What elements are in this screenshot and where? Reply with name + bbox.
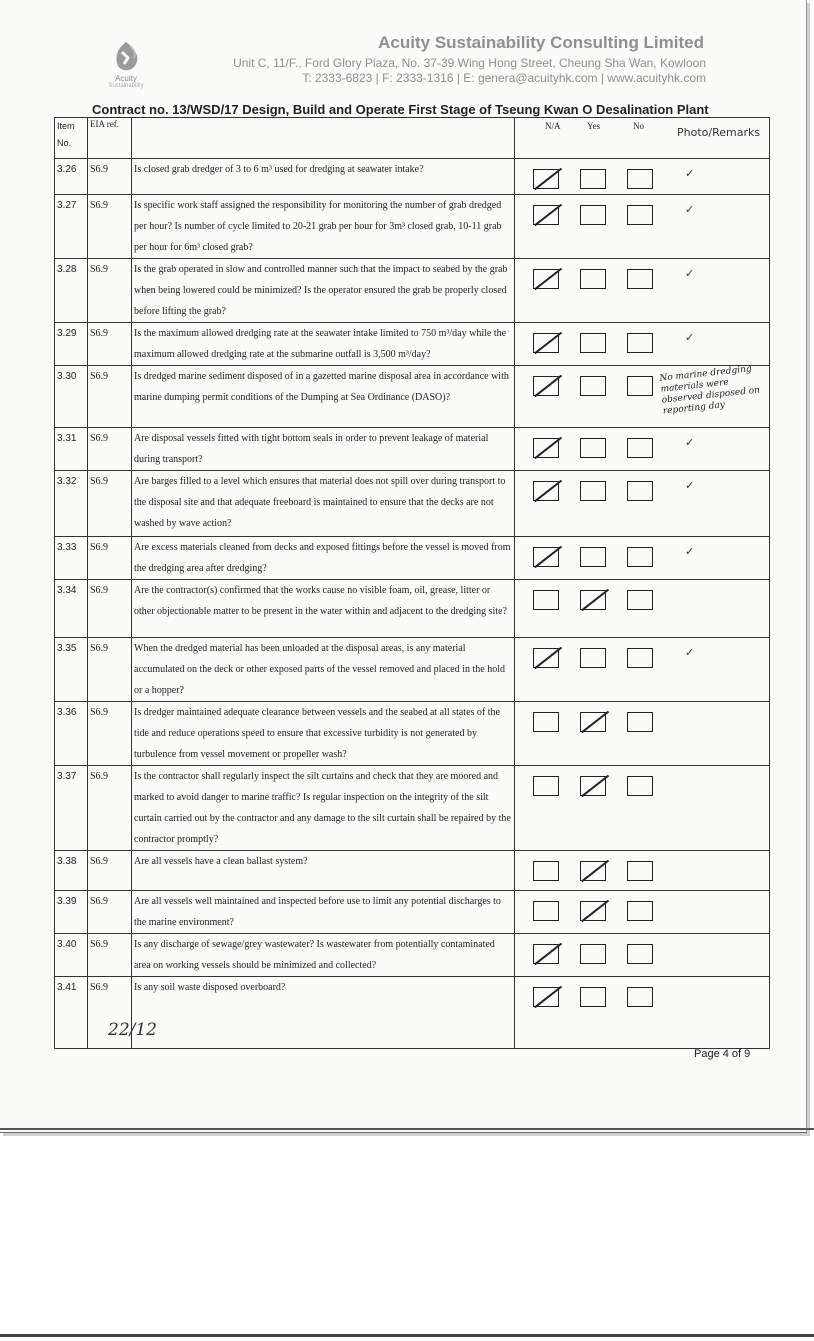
checkbox-no[interactable] [627,269,653,289]
checkbox-na[interactable] [533,269,559,289]
table-row [55,323,770,366]
company-address: Unit C, 11/F., Ford Glory Plaza, No. 37-39 Wing Hong Street, Cheung Sha Wan, Kowloon [233,56,706,70]
answer-checkboxes [533,648,674,668]
answer-cell [515,702,770,766]
signature-date: 22/12 [108,1020,157,1040]
answer-checkboxes [533,547,674,567]
item-number: 3.40 [55,934,88,977]
answer-cell [515,977,770,1049]
checkbox-na[interactable] [533,376,559,396]
tick-mark: ✓ [685,436,695,449]
table-row [55,977,770,1049]
checkbox-na[interactable] [533,547,559,567]
checklist-question: Is the contractor shall regularly inspect the silt curtains and check that they are moored and marked to avoid danger to marine traffic? Is regular inspection on the integrity of the silt curtain carried out by the contractor and any damage to the silt curtain shall be repaired by the contractor promptly? [132,766,515,851]
checkbox-yes[interactable] [580,776,606,796]
answer-checkboxes [533,205,674,225]
checkbox-no[interactable] [627,590,653,610]
tick-mark: ✓ [685,267,695,280]
answer-checkboxes [533,269,674,289]
item-number: 3.27 [55,195,88,259]
checkbox-no[interactable] [627,901,653,921]
table-row [55,428,770,471]
item-number: 3.39 [55,891,88,934]
checkbox-no[interactable] [627,861,653,881]
header-eia-ref: EIA ref. [88,118,132,159]
checkbox-no[interactable] [627,987,653,1007]
table-row [55,580,770,638]
eia-reference: S6.9 [88,471,132,537]
answer-cell [515,259,770,323]
page-number: Page 4 of 9 [694,1048,751,1060]
header-no: No [633,121,644,131]
answer-cell [515,580,770,638]
checkbox-yes[interactable] [580,169,606,189]
eia-reference: S6.9 [88,891,132,934]
checklist-question: Is dredger maintained adequate clearance between vessels and the seabed at all states of the tide and reduce operations speed to ensure that excessive turbidity is not generated by turbulence from vessel movement or propeller wash? [132,702,515,766]
scan-edge [0,1128,814,1130]
logo-icon [108,38,144,74]
checkbox-yes[interactable] [580,269,606,289]
table-row [55,851,770,891]
company-contact: T: 2333-6823 | F: 2333-1316 | E: genera@acuityhk.com | www.acuityhk.com [302,71,706,85]
checkbox-yes[interactable] [580,944,606,964]
checklist-question: Are disposal vessels fitted with tight bottom seals in order to prevent leakage of material during transport? [132,428,515,471]
eia-reference: S6.9 [88,428,132,471]
answer-cell [515,471,770,537]
answer-checkboxes [533,333,674,353]
tick-mark: ✓ [685,545,695,558]
eia-reference: S6.9 [88,977,132,1049]
checkbox-na[interactable] [533,438,559,458]
checklist-question: Is specific work staff assigned the responsibility for monitoring the number of grab dredged per hour? Is number of cycle limited to 20-21 grab per hour for 3m³ closed grab, 10-11 grab per hour for 6m³ closed grab? [132,195,515,259]
table-row [55,159,770,195]
checkbox-na[interactable] [533,987,559,1007]
tick-mark: ✓ [685,646,695,659]
tick-mark: ✓ [685,167,695,180]
checkbox-na[interactable] [533,481,559,501]
logo-subtext: Sustainability [108,83,144,89]
item-number: 3.31 [55,428,88,471]
item-number: 3.33 [55,537,88,580]
table-row [55,766,770,851]
checkbox-na[interactable] [533,776,559,796]
item-number: 3.28 [55,259,88,323]
table-row [55,195,770,259]
checkbox-no[interactable] [627,712,653,732]
checklist-question: Is closed grab dredger of 3 to 6 m³ used for dredging at seawater intake? [132,159,515,195]
checkbox-no[interactable] [627,648,653,668]
table-header-row [55,118,770,159]
item-number: 3.38 [55,851,88,891]
answer-cell [515,537,770,580]
tick-mark: ✓ [685,479,695,492]
table-row [55,259,770,323]
answer-checkboxes [533,712,674,732]
checkbox-na[interactable] [533,205,559,225]
checkbox-yes[interactable] [580,590,606,610]
item-number: 3.30 [55,366,88,428]
checkbox-no[interactable] [627,944,653,964]
checkbox-yes[interactable] [580,481,606,501]
answer-checkboxes [533,987,674,1007]
checklist-question: When the dredged material has been unloaded at the disposal areas, is any material accumulated on the deck or other exposed parts of the vessel removed and placed in the hold or a hopper? [132,638,515,702]
answer-cell [515,766,770,851]
company-name: Acuity Sustainability Consulting Limited [378,33,704,52]
item-number: 3.37 [55,766,88,851]
checklist-question: Are excess materials cleaned from decks and exposed fittings before the vessel is moved from the dredging area after dredging? [132,537,515,580]
answer-cell [515,366,770,428]
checkbox-na[interactable] [533,333,559,353]
eia-reference: S6.9 [88,580,132,638]
item-number: 3.41 [55,977,88,1049]
checklist-question: Are barges filled to a level which ensures that material does not spill over during transport to the disposal site and that adequate freeboard is maintained to ensure that the decks are not washed by wave action? [132,471,515,537]
eia-reference: S6.9 [88,638,132,702]
item-number: 3.36 [55,702,88,766]
answer-checkboxes [533,861,674,881]
header-na: N/A [545,121,561,131]
checkbox-yes[interactable] [580,712,606,732]
header-item-no: Item No. [55,118,88,159]
eia-reference: S6.9 [88,366,132,428]
checkbox-yes[interactable] [580,901,606,921]
header-question [132,118,515,159]
item-number: 3.26 [55,159,88,195]
checkbox-yes[interactable] [580,205,606,225]
table-row [55,366,770,428]
eia-reference: S6.9 [88,702,132,766]
checkbox-no[interactable] [627,547,653,567]
answer-checkboxes [533,438,674,458]
checkbox-no[interactable] [627,438,653,458]
answer-checkboxes [533,944,674,964]
table-row [55,702,770,766]
header-remarks: Photo/Remarks [677,126,761,139]
answer-checkboxes [533,901,674,921]
eia-reference: S6.9 [88,195,132,259]
answer-cell [515,934,770,977]
checkbox-na[interactable] [533,944,559,964]
checkbox-na[interactable] [533,712,559,732]
answer-cell [515,195,770,259]
checklist-question: Is the grab operated in slow and controlled manner such that the impact to seabed by the grab when being lowered could be minimized? Is the operator ensured the grab be properly closed before lifting the grab? [132,259,515,323]
checkbox-na[interactable] [533,590,559,610]
checkbox-no[interactable] [627,481,653,501]
handwritten-remark: No marine dredging materials were observed disposed on reporting day [659,364,761,417]
eia-reference: S6.9 [88,766,132,851]
checkbox-no[interactable] [627,776,653,796]
checkbox-yes[interactable] [580,333,606,353]
answer-checkboxes [533,376,674,396]
table-row [55,934,770,977]
eia-reference: S6.9 [88,851,132,891]
answer-cell [515,428,770,471]
answer-checkboxes [533,481,674,501]
eia-reference: S6.9 [88,323,132,366]
checkbox-na[interactable] [533,861,559,881]
checklist-question: Are all vessels well maintained and inspected before use to limit any potential discharges to the marine environment? [132,891,515,934]
checklist-question: Is any soil waste disposed overboard? [132,977,515,1049]
company-logo [100,38,152,98]
logo-text: Acuity [115,74,137,83]
checkbox-yes[interactable] [580,547,606,567]
answer-cell [515,891,770,934]
checklist-question: Is any discharge of sewage/grey wastewater? Is wastewater from potentially contaminated area on working vessels should be minimized and collected? [132,934,515,977]
tick-mark: ✓ [685,331,695,344]
checklist-table [54,117,770,1049]
checkbox-na[interactable] [533,648,559,668]
checkbox-no[interactable] [627,205,653,225]
item-number: 3.29 [55,323,88,366]
checklist-question: Are all vessels have a clean ballast system? [132,851,515,891]
checkbox-na[interactable] [533,169,559,189]
tick-mark: ✓ [685,203,695,216]
header-yes: Yes [587,121,601,131]
table-row [55,537,770,580]
checklist-question: Is the maximum allowed dredging rate at the seawater intake limited to 750 m³/day while the maximum allowed dredging rate at the submarine outfall is 3,500 m³/day? [132,323,515,366]
answer-cell [515,159,770,195]
checkbox-na[interactable] [533,901,559,921]
checkbox-yes[interactable] [580,438,606,458]
checkbox-no[interactable] [627,169,653,189]
answer-checkboxes [533,169,674,189]
eia-reference: S6.9 [88,537,132,580]
answer-cell [515,323,770,366]
header-answers [515,118,770,159]
checklist-question: Is dredged marine sediment disposed of in a gazetted marine disposal area in accordance with marine dumping permit conditions of the Dumping at Sea Ordinance (DASO)? [132,366,515,428]
item-number: 3.32 [55,471,88,537]
eia-reference: S6.9 [88,159,132,195]
checklist-question: Are the contractor(s) confirmed that the works cause no visible foam, oil, grease, litter or other objectionable matter to be present in the water within and adjacent to the dredging site? [132,580,515,638]
item-number: 3.35 [55,638,88,702]
answer-cell [515,638,770,702]
checkbox-yes[interactable] [580,987,606,1007]
scan-bottom-edge [0,1334,814,1337]
eia-reference: S6.9 [88,259,132,323]
answer-checkboxes [533,776,674,796]
answer-cell [515,851,770,891]
checkbox-yes[interactable] [580,648,606,668]
checkbox-yes[interactable] [580,376,606,396]
eia-reference: S6.9 [88,934,132,977]
checkbox-no[interactable] [627,333,653,353]
answer-checkboxes [533,590,674,610]
table-row [55,471,770,537]
table-row [55,891,770,934]
contract-title: Contract no. 13/WSD/17 Design, Build and Operate First Stage of Tseung Kwan O Desalination Plant [92,102,709,117]
table-row [55,638,770,702]
checkbox-yes[interactable] [580,861,606,881]
item-number: 3.34 [55,580,88,638]
checkbox-no[interactable] [627,376,653,396]
